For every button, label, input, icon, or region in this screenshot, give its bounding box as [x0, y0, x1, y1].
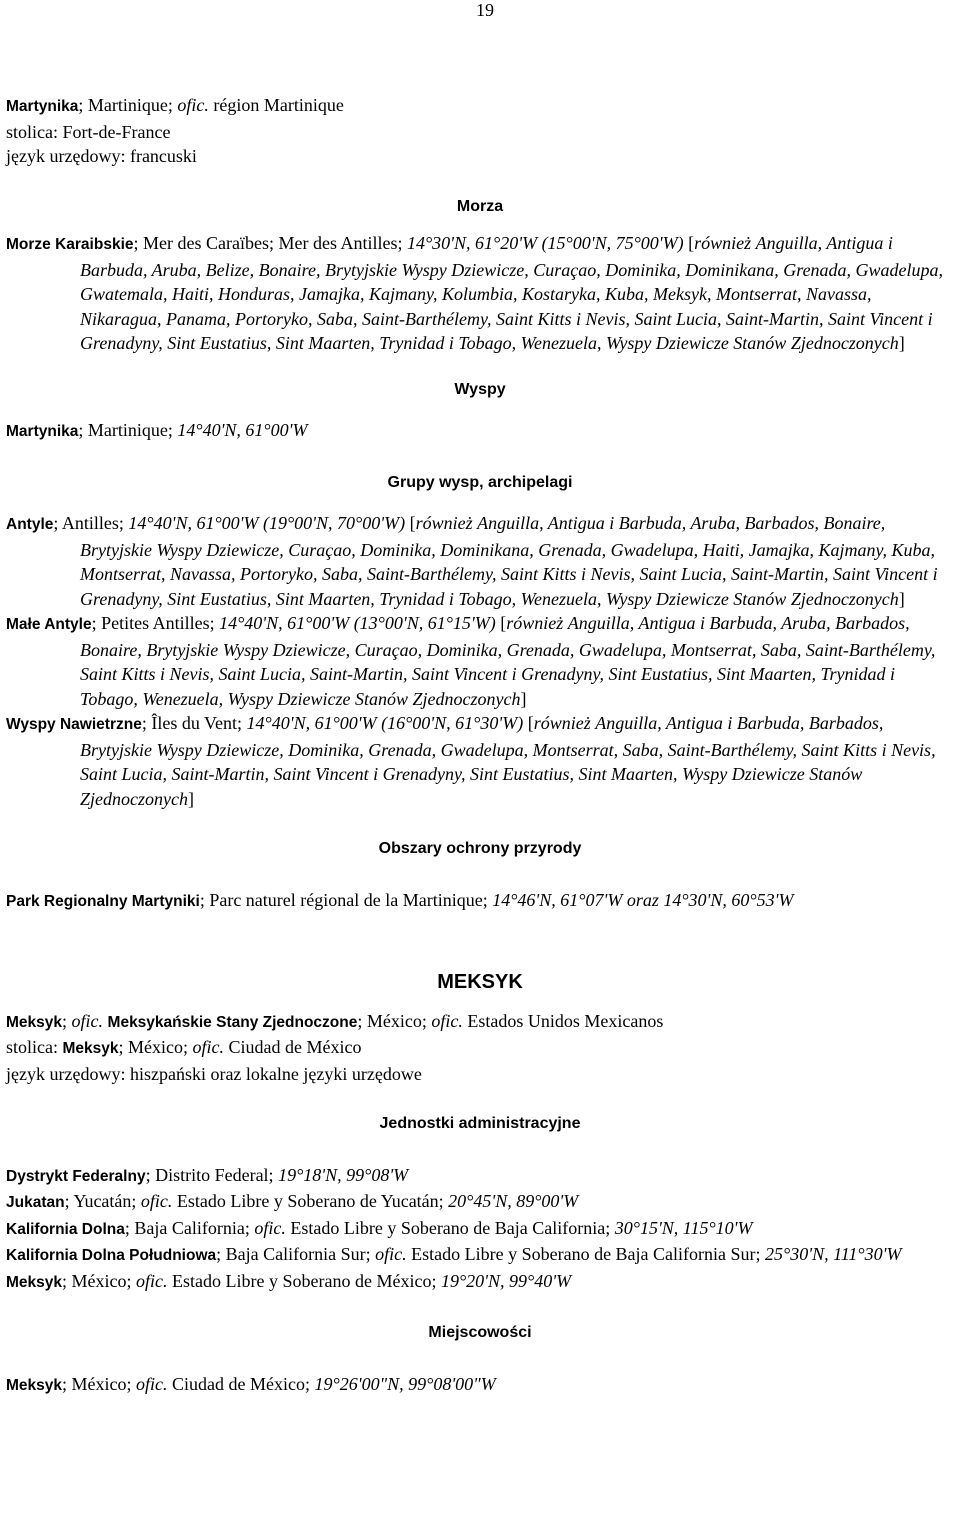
- language-line: [6, 144, 954, 169]
- entry-meksyk-miasto: Meksyk; México; ofic. Ciudad de México; 19°26'00"N, 99°08'00"W: [6, 1373, 496, 1394]
- language-label: język urzędowy:: [6, 146, 126, 166]
- country-name-line: Meksyk; ofic. Meksykańskie Stany Zjednoczone; México; ofic. Estados Unidos Mexicanos: [6, 1010, 664, 1031]
- entry-name: Kalifornia Dolna Południowa: [6, 1247, 217, 1264]
- entry-name: Wyspy Nawietrzne: [6, 716, 142, 733]
- entry-name: Martynika: [6, 423, 79, 440]
- ofic-label: ofic.: [136, 1270, 168, 1291]
- entry-also: Anguilla, Antigua i Barbuda, Barbados, Brytyjskie Wyspy Dziewicze, Dominika, Grenada, Gwadelupa, Montserrat, Saba, Saint-Barthélemy, Saint Kitts i Nevis, Saint Lucia, Saint-Martin, Saint Vincent i Grenadyny, Sint Eustatius, Sint Maarten, Wyspy Dziewicze Stanów Zjednoczonych: [80, 713, 936, 809]
- entry-coords: 30°15'N, 115°10'W: [614, 1217, 753, 1238]
- entry-local: México;: [71, 1373, 132, 1394]
- entry-kalifornia-dolna-poludniowa: Kalifornia Dolna Południowa; Baja California Sur; ofic. Estado Libre y Soberano de Baja California Sur; 25°30'N, 111°30'W: [6, 1244, 902, 1264]
- entry-local: Mer des Caraïbes; Mer des Antilles;: [143, 233, 403, 253]
- capital-name: Meksyk: [62, 1040, 119, 1057]
- section-heading-wyspy: Wyspy: [454, 380, 506, 398]
- entry-name: Morze Karaibskie: [6, 236, 134, 253]
- section-heading-morza: Morza: [456, 197, 504, 215]
- entry-jukatan: Jukatan; Yucatán; ofic. Estado Libre y Soberano de Yucatán; 20°45'N, 89°00'W: [6, 1191, 579, 1211]
- entry-meksyk-stan: Meksyk; México; ofic. Estado Libre y Soberano de México; 19°20'N, 99°40'W: [6, 1270, 572, 1291]
- entry-morze-karaibskie: Morze Karaibskie; Mer des Caraïbes; Mer des Antilles; 14°30'N, 61°20'W (15°00'N, 75°00'W) [również Anguilla, Antigua i Barbuda, Aruba, Belize, Bonaire, Brytyjskie Wyspy Dziewicze, Curaçao, Dominika, Dominikana, Grenada, Gwadelupa, Gwatemala, Haiti, Honduras, Jamajka, Kajmany, Kolumbia, Kostaryka, Kuba, Meksyk, Montserrat, Navassa, Nikaragua, Panama, Portoryko, Saba, Saint-Barthélemy, Saint Kitts i Nevis, Saint Lucia, Saint-Martin, Saint Vincent i Grenadyny, Sint Eustatius, Sint Maarten, Trynidad i Tobago, Wenezuela, Wyspy Dziewicze Stanów Zjednoczonych]: [6, 233, 944, 353]
- entry-name: Meksyk: [6, 1273, 63, 1291]
- entry-also-label: również: [694, 233, 752, 253]
- entry-kalifornia-dolna: Kalifornia Dolna; Baja California; ofic. Estado Libre y Soberano de Baja California; 30°15'N, 115°10'W: [6, 1217, 753, 1238]
- entry-wyspy-nawietrzne: Wyspy Nawietrzne; Îles du Vent; 14°40'N, 61°00'W (16°00'N, 61°30'W) [również Anguilla, Antigua i Barbuda, Barbados, Brytyjskie Wyspy Dziewicze, Dominika, Grenada, Gwadelupa, Montserrat, Saba, Saint-Barthélemy, Saint Kitts i Nevis, Saint Lucia, Saint-Martin, Saint Vincent i Grenadyny, Sint Eustatius, Sint Maarten, Wyspy Dziewicze Stanów Zjednoczonych]: [6, 713, 936, 809]
- capital-label: stolica:: [6, 1037, 58, 1057]
- entry-name: Małe Antyle: [6, 616, 92, 633]
- entry-local: Petites Antilles;: [101, 613, 215, 633]
- entry-dystrykt-federalny: Dystrykt Federalny; Distrito Federal; 19°18'N, 99°08'W: [6, 1164, 409, 1185]
- entry-male-antyle: Małe Antyle; Petites Antilles; 14°40'N, 61°00'W (13°00'N, 61°15'W) [również Anguilla, Antigua i Barbuda, Aruba, Barbados, Bonaire, Brytyjskie Wyspy Dziewicze, Curaçao, Dominika, Grenada, Gwadelupa, Montserrat, Saba, Saint-Barthélemy, Saint Kitts i Nevis, Saint Lucia, Saint-Martin, Saint Vincent i Grenadyny, Sint Eustatius, Sint Maarten, Trynidad i Tobago, Wenezuela, Wyspy Dziewicze Stanów Zjednoczonych]: [6, 613, 936, 709]
- entry-name: Jukatan: [6, 1194, 65, 1211]
- entry-official: Estado Libre y Soberano de Yucatán;: [176, 1191, 444, 1211]
- entry-coords: 19°20'N, 99°40'W: [440, 1270, 572, 1291]
- entry-coords: 14°40'N, 61°00'W (19°00'N, 70°00'W): [128, 513, 406, 533]
- entry-official: Estado Libre y Soberano de México;: [172, 1270, 437, 1291]
- entry-official: Estado Libre y Soberano de Baja California;: [290, 1217, 611, 1238]
- entry-coords: 14°30'N, 61°20'W (15°00'N, 75°00'W): [406, 233, 684, 253]
- country-local-name: México;: [366, 1010, 427, 1031]
- entry-local: Martinique;: [87, 420, 173, 440]
- entry-local: Antilles;: [61, 513, 124, 533]
- official-name-local: Estados Unidos Mexicanos: [467, 1010, 664, 1031]
- ofic-label: ofic.: [431, 1010, 463, 1031]
- page-number: 19: [476, 0, 494, 20]
- language-value: francuski: [129, 146, 197, 166]
- official-name: région Martinique: [213, 95, 344, 115]
- capital-label: stolica:: [6, 121, 58, 142]
- ofic-label: ofic.: [177, 95, 209, 115]
- language-label: język urzędowy:: [6, 1063, 126, 1084]
- capital-official: Ciudad de México: [228, 1037, 362, 1057]
- entry-martynika-wyspa: Martynika; Martinique; 14°40'N, 61°00'W: [6, 420, 308, 440]
- capital-value: Fort-de-France: [62, 121, 171, 142]
- capital-line: stolica: Meksyk; México; ofic. Ciudad de México: [6, 1037, 362, 1057]
- entry-coords: 14°40'N, 61°00'W (16°00'N, 61°30'W): [246, 713, 524, 733]
- entry-also-label: również: [506, 613, 564, 633]
- entry-local: Îles du Vent;: [151, 713, 243, 733]
- section-heading-grupy: Grupy wysp, archipelagi: [387, 473, 573, 491]
- capital-line: [6, 120, 954, 145]
- country-heading-meksyk: MEKSYK: [437, 971, 523, 993]
- entry-local: Yucatán;: [73, 1191, 137, 1211]
- section-heading-ochrona: Obszary ochrony przyrody: [378, 840, 582, 857]
- entry-also-label: również: [533, 713, 591, 733]
- entry-also: Anguilla, Antigua i Barbuda, Aruba, Belize, Bonaire, Brytyjskie Wyspy Dziewicze, Curaçao, Dominika, Dominikana, Grenada, Gwadelupa, Gwatemala, Haiti, Honduras, Jamajka, Kajmany, Kolumbia, Kostaryka, Kuba, Meksyk, Montserrat, Navassa, Nikaragua, Panama, Portoryko, Saba, Saint-Barthélemy, Saint Kitts i Nevis, Saint Lucia, Saint-Martin, Saint Vincent i Grenadyny, Sint Eustatius, Sint Maarten, Trynidad i Tobago, Wenezuela, Wyspy Dziewicze Stanów Zjednoczonych: [80, 233, 944, 353]
- ofic-label: ofic.: [192, 1037, 225, 1057]
- entry-official: Estado Libre y Soberano de Baja California Sur;: [411, 1244, 761, 1264]
- entry-local: Distrito Federal;: [155, 1164, 274, 1185]
- entry-coords: 14°46'N, 61°07'W oraz 14°30'N, 60°53'W: [492, 889, 794, 910]
- entry-also-label: również: [415, 513, 473, 533]
- entry-name: Park Regionalny Martyniki: [6, 892, 200, 910]
- entry-official: Ciudad de México;: [172, 1373, 311, 1394]
- language-line: [6, 1062, 954, 1087]
- country-name: Martynika: [6, 98, 79, 115]
- entry-also: Anguilla, Antigua i Barbuda, Aruba, Barbados, Bonaire, Brytyjskie Wyspy Dziewicze, Curaçao, Dominika, Grenada, Gwadelupa, Montserrat, Saba, Saint-Barthélemy, Saint Kitts i Nevis, Saint Lucia, Saint-Martin, Saint Vincent i Grenadyny, Sint Eustatius, Sint Maarten, Trynidad i Tobago, Wenezuela, Wyspy Dziewicze Stanów Zjednoczonych: [80, 613, 936, 709]
- entry-coords: 19°18'N, 99°08'W: [278, 1164, 409, 1185]
- entry-local: Parc naturel régional de la Martinique;: [209, 889, 488, 910]
- ofic-label: ofic.: [254, 1217, 286, 1238]
- entry-antyle: Antyle; Antilles; 14°40'N, 61°00'W (19°00'N, 70°00'W) [również Anguilla, Antigua i Barbuda, Aruba, Barbados, Bonaire, Brytyjskie Wyspy Dziewicze, Curaçao, Dominika, Dominikana, Grenada, Gwadelupa, Haiti, Jamajka, Kajmany, Kuba, Montserrat, Navassa, Portoryko, Saba, Saint-Barthélemy, Saint Kitts i Nevis, Saint Lucia, Saint-Martin, Saint Vincent i Grenadyny, Sint Eustatius, Sint Maarten, Trynidad i Tobago, Wenezuela, Wyspy Dziewicze Stanów Zjednoczonych]: [6, 513, 938, 609]
- entry-name: Meksyk: [6, 1376, 63, 1394]
- entry-name: Kalifornia Dolna: [6, 1220, 125, 1238]
- official-name-pl: Meksykańskie Stany Zjednoczone: [107, 1013, 358, 1031]
- country-name-line: Martynika; Martinique; ofic. région Martinique: [6, 95, 344, 115]
- entry-coords: 20°45'N, 89°00'W: [448, 1191, 579, 1211]
- entry-name: Dystrykt Federalny: [6, 1167, 146, 1185]
- entry-local: Baja California;: [134, 1217, 250, 1238]
- ofic-label: ofic.: [375, 1244, 407, 1264]
- entry-coords: 14°40'N, 61°00'W (13°00'N, 61°15'W): [219, 613, 496, 633]
- country-name: Meksyk: [6, 1013, 63, 1031]
- entry-local: Baja California Sur;: [225, 1244, 371, 1264]
- entry-name: Antyle: [6, 516, 54, 533]
- ofic-label: ofic.: [71, 1010, 104, 1031]
- capital-local: México;: [128, 1037, 189, 1057]
- document-body: [6, 93, 954, 1398]
- ofic-label: ofic.: [140, 1191, 173, 1211]
- ofic-label: ofic.: [136, 1373, 168, 1394]
- section-heading-jednostki: Jednostki administracyjne: [379, 1115, 581, 1132]
- country-local-name: Martinique: [87, 95, 168, 115]
- entry-park-regionalny: Park Regionalny Martyniki; Parc naturel régional de la Martinique; 14°46'N, 61°07'W oraz 14°30'N, 60°53'W: [6, 889, 794, 910]
- entry-coords: 25°30'N, 111°30'W: [765, 1244, 902, 1264]
- entry-also: Anguilla, Antigua i Barbuda, Aruba, Barbados, Bonaire, Brytyjskie Wyspy Dziewicze, Curaçao, Dominika, Dominikana, Grenada, Gwadelupa, Haiti, Jamajka, Kajmany, Kuba, Montserrat, Navassa, Portoryko, Saba, Saint-Barthélemy, Saint Kitts i Nevis, Saint Lucia, Saint-Martin, Saint Vincent i Grenadyny, Sint Eustatius, Sint Maarten, Trynidad i Tobago, Wenezuela, Wyspy Dziewicze Stanów Zjednoczonych: [80, 513, 938, 609]
- entry-local: México;: [71, 1270, 132, 1291]
- language-value: hiszpański oraz lokalne języki urzędowe: [129, 1063, 422, 1084]
- section-heading-miejscowosci: Miejscowości: [428, 1324, 532, 1341]
- entry-coords: 19°26'00"N, 99°08'00"W: [314, 1373, 496, 1394]
- entry-coords: 14°40'N, 61°00'W: [177, 420, 308, 440]
